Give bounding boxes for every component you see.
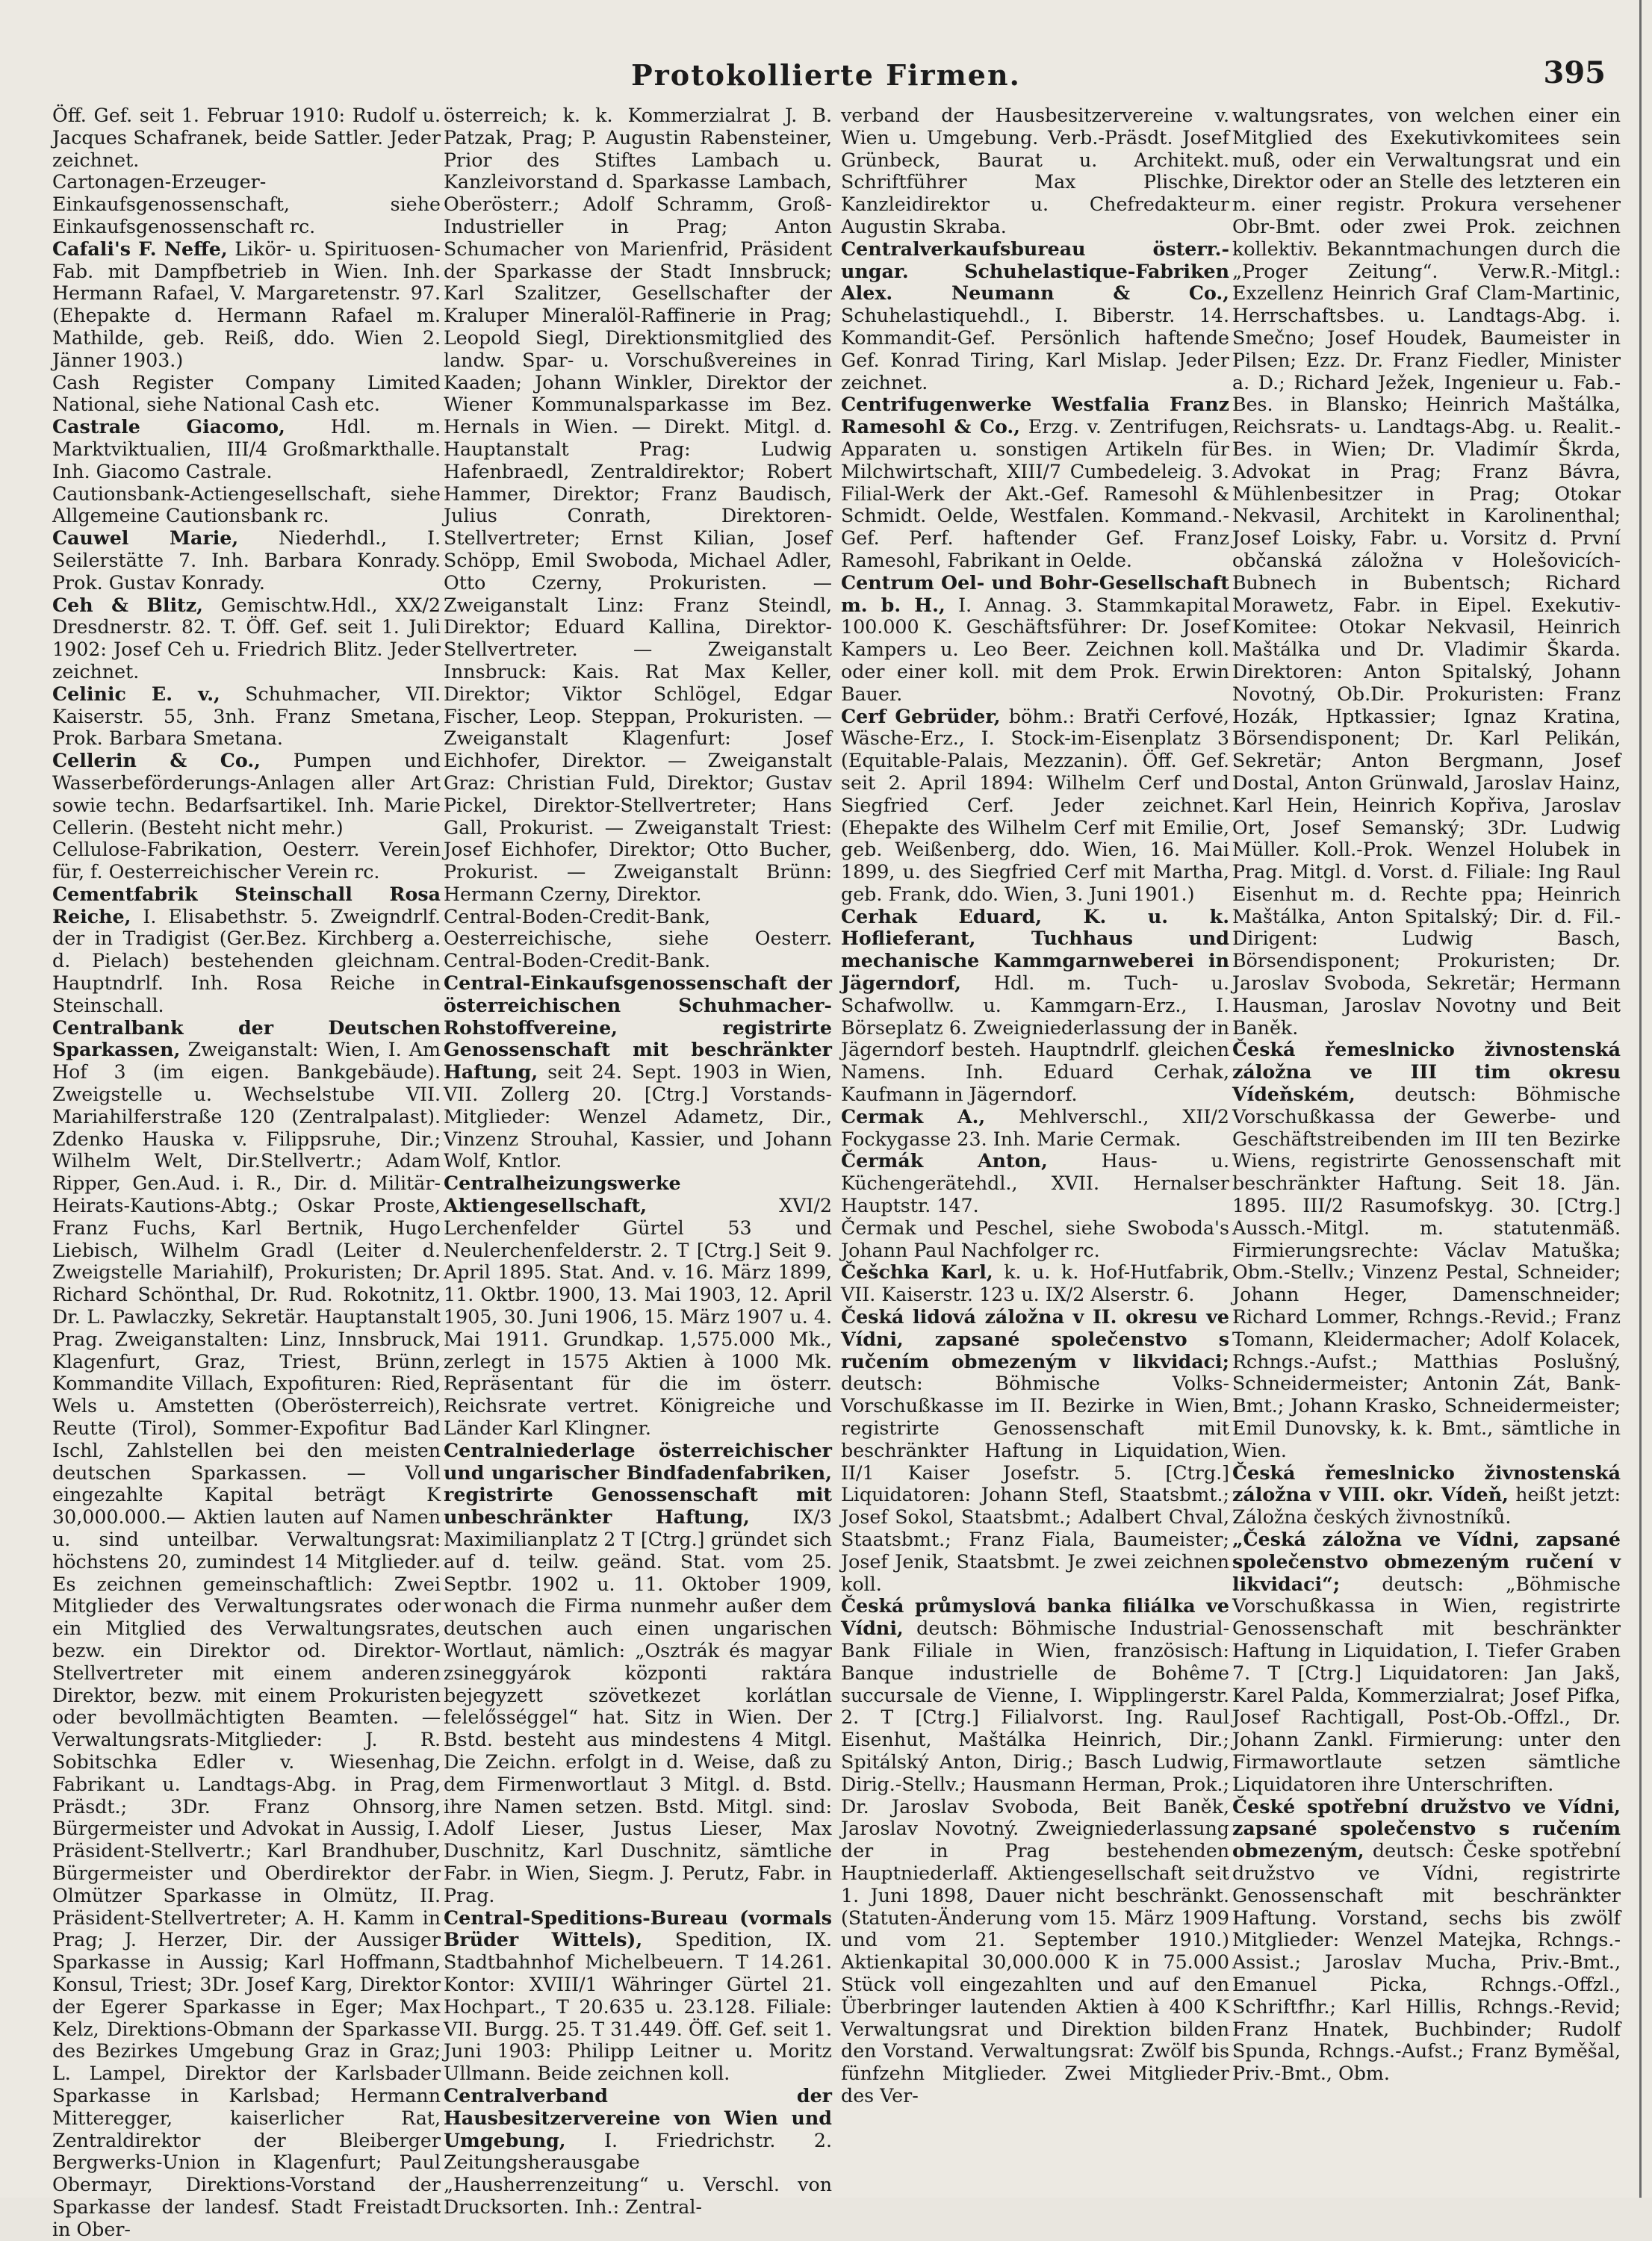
- directory-entry: [841, 906, 1229, 1106]
- entry-text: österreich; k. k. Kommerzialrat J. B. Patzak, Prag; P. Augustin Rabensteiner, Prior des Stiftes Lambach u. Kanzleivorstand d. Sparkasse Lambach, Oberösterr.; Adolf Schramm, Groß-Industrieller in Prag; Anton Schumacher von Marienfrid, Präsident der Sparkasse der Stadt Innsbruck; Karl Szalitzer, Gesellschafter der Kraluper Mineralöl-Raffinerie in Prag; Leopold Siegl, Direktionsmitglied des landw. Spar- u. Vorschußvereines in Kaaden; Johann Winkler, Direktor der Wiener Kommunalsparkasse im Bez. Hernals in Wien. — Direkt. Mitgl. d. Hauptanstalt Prag: Ludwig Hafenbraedl, Zentraldirektor; Robert Hammer, Direktor; Franz Baudisch, Julius Conrath, Direktoren-Stellvertreter; Ernst Kilian, Josef Schöpp, Emil Swoboda, Michael Adler, Otto Czerny, Prokuristen. — Zweiganstalt Linz: Franz Steindl, Direktor; Eduard Kallina, Direktor-Stellvertreter. — Zweiganstalt Innsbruck: Kais. Rat Max Keller, Direktor; Viktor Schlögel, Edgar Fischer, Leop. Steppan, Prokuristen. — Zweiganstalt Klagenfurt: Josef Eichhofer, Direktor. — Zweiganstalt Graz: Christian Fuld, Direktor; Gustav Pickel, Direktor-Stellvertreter; Hans Gall, Prokurist. — Zweiganstalt Triest: Josef Eichhofer, Direktor; Otto Bucher, Prokurist. — Zweiganstalt Brünn: Hermann Czerny, Direktor.: [444, 105, 832, 905]
- firm-name: Česká lidová záložna v II. okresu ve Vídni, zapsané společenstvo s ručením obmezeným v likvidaci;: [841, 1305, 1229, 1373]
- directory-entry: [52, 372, 441, 417]
- column-3: [841, 105, 1229, 2188]
- entry-text: Cartonagen-Erzeuger-Einkaufsgenossenschaft, siehe Einkaufsgenossenschaft rc.: [52, 171, 441, 237]
- directory-entry: [52, 238, 441, 372]
- firm-name: Češchka Karl,: [841, 1261, 993, 1284]
- firm-name: Čermák Anton,: [841, 1149, 1048, 1172]
- column-2: [444, 105, 832, 2218]
- directory-entry: [52, 594, 441, 683]
- entry-text: Cash Register Company Limited National, siehe National Cash etc.: [52, 371, 441, 416]
- firm-name: Castrale Giacomo,: [52, 415, 285, 438]
- entry-text: Pumpen und Wasserbeförderungs-Anlagen aller Art sowie techn. Bedarfsartikel. Inh. Marie Cellerin. (Besteht nicht mehr.): [52, 750, 441, 839]
- firm-name: Ceh & Blitz,: [52, 593, 203, 616]
- directory-entry: [841, 706, 1229, 906]
- firm-name: Cafali's F. Neffe,: [52, 237, 228, 260]
- firm-name: České spotřební družstvo ve Vídni, zapsané společenstvo s ručením obmezeným,: [1232, 1794, 1621, 1862]
- entry-text: deutsch: Česke spotřební družstvo ve Vídni, registrirte Genossenschaft mit beschränkter Haftung. Vorstand, sechs bis zwölf Mitglieder: Wenzel Matejka, Rchngs.-Assist.; Jaroslav Mucha, Priv.-Bmt., Emanuel Picka, Rchngs.-Offzl., Schriftfhr.; Karl Hillis, Rchngs.-Revid; Franz Hnatek, Buchbinder; Rudolf Spunda, Rchngs.-Aufst.; Franz Byměšal, Priv.-Bmt., Obm.: [1232, 1840, 1621, 2085]
- entry-text: Haus- u. Küchengerätehdl., XVII. Hernalser Hauptstr. 147.: [841, 1150, 1229, 1217]
- firm-name: Centrifugenwerke Westfalia Franz Ramesohl & Co.,: [841, 393, 1229, 438]
- entry-text: Öff. Gef. seit 1. Februar 1910: Rudolf u. Jacques Schafranek, beide Sattler. Jeder zeichnet.: [52, 105, 441, 171]
- firm-name: Central-Speditions-Bureau (vormals Brüder Wittels),: [444, 1906, 832, 1951]
- directory-entry: [52, 683, 441, 750]
- firm-name: Centralverkaufsbureau österr.-ungar. Schuhelastique-Fabriken Alex. Neumann & Co.,: [841, 237, 1229, 305]
- firm-name: Česká řemeslnicko živnostenská záložna ve III tim okresu Vídeňském,: [1232, 1038, 1621, 1106]
- entry-text: verband der Hausbesitzervereine v. Wien u. Umgebung. Verb.-Präsdt. Josef Grünbeck, Baurat u. Architekt. Schriftführer Max Plischke, Kanzleidirektor u. Chefredakteur Augustin Skraba.: [841, 105, 1229, 237]
- directory-entry: [52, 883, 441, 1017]
- entry-text: Zweiganstalt: Wien, I. Am Hof 3 (im eigen. Bankgebäude). Zweigstelle u. Wechselstube VII. Mariahilferstraße 120 (Zentralpalast). Zdenko Hauska v. Filippsruhe, Dir.; Wilhelm Welt, Dir.Stellvertr.; Adam Ripper, Gen.Aud. i. R., Dir. d. Militär-Heirats-Kautions-Abtg.; Oskar Proste, Franz Fuchs, Karl Bertnik, Hugo Liebisch, Wilhelm Gradl (Leiter d. Zweigstelle Mariahilf), Prokuristen; Dr. Richard Schönthal, Dr. Rud. Rokotnitz, Dr. L. Pawlaczky, Sekretär. Hauptanstalt Prag. Zweiganstalten: Linz, Innsbruck, Klagenfurt, Graz, Triest, Brünn, Kommandite Villach, Expofituren: Ried, Wels u. Amstetten (Oberösterreich), Reutte (Tirol), Sommer-Expofitur Bad Ischl, Zahlstellen bei den meisten deutschen Sparkassen. — Voll eingezahlte Kapital beträgt K 30,000.000.— Aktien lauten auf Namen u. sind unteilbar. Verwaltungsrat: höchstens 20, zumindest 14 Mitglieder. Es zeichnen gemeinschaftlich: Zwei Mitglieder des Verwaltungsrates oder ein Mitglied des Verwaltungsrates, bezw. ein Direktor od. Direktor-Stellvertreter mit einem anderen Direktor, bezw. mit einem Prokuristen oder bevollmächtigten Beamten. — Verwaltungsrats-Mitglieder: J. R. Sobitschka Edler v. Wiesenhag, Fabrikant u. Landtags-Abg. in Prag, Präsdt.; 3Dr. Franz Ohnsorg, Bürgermeister und Advokat in Aussig, I. Präsident-Stellvertr.; Karl Brandhuber, Bürgermeister und Oberdirektor der Olmützer Sparkasse in Olmütz, II. Präsident-Stellvertreter; A. H. Kamm in Prag; J. Herzer, Dir. der Aussiger Sparkasse in Aussig; Karl Hoffmann, Konsul, Triest; 3Dr. Josef Karg, Direktor der Egerer Sparkasse in Eger; Max Kelz, Direktions-Obmann der Sparkasse des Bezirkes Umgebung Graz in Graz; L. Lampel, Direktor der Karlsbader Sparkasse in Karlsbad; Hermann Mitteregger, kaiserlicher Rat, Zentraldirektor der Bleiberger Bergwerks-Union in Klagenfurt; Paul Obermayr, Direktions-Vorstand der Sparkasse der landesf. Stadt Freistadt in Ober-: [52, 1039, 441, 2240]
- directory-entry: [444, 906, 832, 972]
- directory-entry: [841, 1306, 1229, 1595]
- entry-text: Likör- u. Spirituosen-Fab. mit Dampfbetrieb in Wien. Inh. Hermann Rafael, V. Margaretenstr. 97. (Ehepakte d. Hermann Rafael m. Mathilde, geb. Reiß, ddo. Wien 2. Jänner 1903.): [52, 237, 441, 371]
- page-edge: [1639, 0, 1642, 2198]
- entry-text: Mehlverschl., XII/2 Fockygasse 23. Inh. Marie Cermak.: [841, 1105, 1229, 1150]
- column-1: [52, 105, 441, 2240]
- entry-text: Niederhdl., I. Seilerstätte 7. Inh. Barbara Konrady. Prok. Gustav Konrady.: [52, 527, 441, 594]
- directory-entry: [444, 1172, 832, 1440]
- directory-entry: [52, 1017, 441, 2241]
- page-number: 395: [1543, 55, 1606, 90]
- directory-entry: [1232, 1039, 1621, 1461]
- directory-entry: [52, 105, 441, 171]
- directory-entry: [52, 483, 441, 528]
- entry-text: XVI/2 Lerchenfelder Gürtel 53 und Neulerchenfelderstr. 2. T [Ctrg.] Seit 9. April 1895. Stat. And. v. 16. März 1899, 11. Oktbr. 1900, 13. Mai 1903, 12. April 1905, 30. Juni 1906, 15. März 1907 u. 4. Mai 1911. Grundkap. 1,575.000 Mk., zerlegt in 1575 Aktien à 1000 Mk. Repräsentant für die im österr. Reichsrate vertret. Königreiche und Länder Karl Klingner.: [444, 1195, 832, 1440]
- directory-entry: [52, 416, 441, 482]
- directory-entry: [1232, 1529, 1621, 1796]
- entry-text: Schuhmacher, VII. Kaiserstr. 55, 3nh. Franz Smetana, Prok. Barbara Smetana.: [52, 683, 441, 750]
- entry-text: I. Elisabethstr. 5. Zweigndrlf. der in Tradigist (Ger.Bez. Kirchberg a. d. Pielach) bestehenden gleichnam. Hauptndrlf. Inh. Rosa Reiche in Steinschall.: [52, 905, 441, 1016]
- firm-name: Centralbank der Deutschen Sparkassen,: [52, 1016, 441, 1061]
- firm-name: Centralverband der Hausbesitzervereine von Wien und Umgebung,: [444, 2083, 832, 2151]
- entry-text: Cellulose-Fabrikation, Oesterr. Verein für, f. Oesterreichischer Verein rc.: [52, 839, 441, 883]
- entry-text: Schuhelastiquehdl., I. Biberstr. 14. Kommandit-Gef. Persönlich haftende Gef. Konrad Tiring, Karl Mislap. Jeder zeichnet.: [841, 305, 1229, 394]
- page-header: [0, 52, 1652, 105]
- entry-text: waltungsrates, von welchen einer ein Mitglied des Exekutivkomitees sein muß, oder ein Verwaltungsrat und ein Direktor oder an Stelle des letzteren ein m. einer registr. Prokura versehener Obr-Bmt. oder zwei Prok. zeichnen kollektiv. Bekanntmachungen durch die „Proger Zeitung“. Verw.R.-Mitgl.: Exzellenz Heinrich Graf Clam-Martinic, Herrschaftsbes. u. Landtags-Abg. i. Smečno; Josef Houdek, Baumeister in Pilsen; Ezz. Dr. Franz Fiedler, Minister a. D.; Richard Ježek, Ingenieur u. Fab.-Bes. in Blansko; Heinrich Maštálka, Reichsrats- u. Landtags-Abg. u. Realit.-Bes. in Wien; Dr. Vladimír Škrda, Advokat in Prag; Franz Bávra, Mühlenbesitzer in Prag; Otokar Nekvasil, Architekt in Karolinenthal; Josef Loisky, Fabr. u. Vorsitz d. První občanská záložna v Holešovicích-Bubnech in Bubentsch; Richard Morawetz, Fabr. in Eipel. Exekutiv-Komitee: Otokar Nekvasil, Heinrich Maštálka und Dr. Vladimir Škarda. Direktoren: Anton Spitalský, Johann Novotný, Ob.Dir. Prokuristen: Franz Hozák, Hptkassier; Ignaz Kratina, Börsendisponent; Dr. Karl Pelikán, Sekretär; Anton Bergmann, Josef Dostal, Anton Grünwald, Jaroslav Hainz, Karl Hein, Heinrich Kopřiva, Jaroslav Ort, Josef Semanský; 3Dr. Ludwig Müller. Koll.-Prok. Wenzel Holubek in Prag. Mitgl. d. Vorst. d. Filiale: Ing Raul Eisenhut m. d. Rechte ppa; Heinrich Maštálka, Anton Spitalský; Dir. d. Fil.-Dirigent: Ludwig Basch, Börsendisponent; Prokuristen; Dr. Jaroslav Svoboda, Sekretär; Hermann Hausman, Jaroslav Novotny und Beit Baněk.: [1232, 105, 1621, 1039]
- entry-text: Čermak und Peschel, siehe Swoboda's Johann Paul Nachfolger rc.: [841, 1216, 1229, 1261]
- directory-entry: [52, 527, 441, 594]
- firm-name: Cellerin & Co.,: [52, 749, 261, 772]
- running-title: Protokollierte Firmen.: [631, 58, 1021, 92]
- entry-text: deutsch: Böhmische Industrial-Bank Filiale in Wien, französisch: Banque industrielle de Bohême succursale de Vienne, I. Wipplingerstr. 2. T [Ctrg.] Filialvorst. Ing. Raul Eisenhut, Maštálka Heinrich, Dir.; Spitálský Anton, Dirig.; Basch Ludwig, Dirig.-Stellv.; Hausmann Herman, Prok.; Dr. Jaroslav Svoboda, Beit Baněk, Jaroslav Novotný. Zweigniederlassung der in Prag bestehenden Hauptniederlaff. Aktiengesellschaft seit 1. Juni 1898, Dauer nicht beschränkt. (Statuten-Änderung vom 15. März 1909 und vom 21. September 1910.) Aktienkapital 30,000.000 K in 75.000 Stück voll eingezahlten und auf den Überbringer lautenden Aktien à 400 K Verwaltungsrat und Direktion bilden den Vorstand. Verwaltungsrat: Zwölf bis fünfzehn Mitglieder. Zwei Mitglieder des Ver-: [841, 1617, 1229, 2107]
- entry-text: IX/3 Maximilianplatz 2 T [Ctrg.] gründet sich auf d. teilw. geänd. Stat. vom 25. Septbr. 1902 u. 11. Oktober 1909, wonach die Firma nunmehr außer dem deutschen auch einen ungarischen Wortlaut, nämlich: „Osztrák és magyar zsineggyárok központi raktára bejegyzett szövetkezet korlátlan felelősséggel“ hat. Sitz in Wien. Der Bstd. besteht aus mindestens 4 Mitgl. Die Zeichn. erfolgt in d. Weise, daß zu dem Firmenwortlaut 3 Mitgl. d. Bstd. ihre Namen setzen. Bstd. Mitgl. sind: Adolf Lieser, Justus Lieser, Max Duschnitz, Karl Duschnitz, sämtliche Fabr. in Wien, Siegm. J. Perutz, Fabr. in Prag.: [444, 1506, 832, 1906]
- firm-name: Central-Einkaufsgenossenschaft der österreichischen Schuhmacher-Rohstoffvereine, registrirte Genossenschaft mit beschränkter Haftung,: [444, 972, 832, 1084]
- firm-name: Cauwel Marie,: [52, 526, 239, 550]
- entry-text: seit 24. Sept. 1903 in Wien, VII. Zollerg 20. [Ctrg.] Vorstands-Mitglieder: Wenzel Adametz, Dir., Vinzenz Strouhal, Kassier, und Johann Wolf, Kntlor.: [444, 1061, 832, 1172]
- firm-name: Centralheizungswerke Aktiengesellschaft,: [444, 1172, 681, 1217]
- directory-entry: [1232, 1462, 1621, 1529]
- firm-name: Česká řemeslnicko živnostenská záložna v VIII. okr. Vídeň,: [1232, 1461, 1621, 1506]
- entry-text: deutsch: Böhmische Volks-Vorschußkasse im II. Bezirke in Wien, registrirte Genossenschaft mit beschränkter Haftung in Liquidation, II/1 Kaiser Josefstr. 5. [Ctrg.] Liquidatoren: Johann Stefl, Staatsbmt.; Josef Sokol, Staatsbmt.; Adalbert Chval, Staatsbmt.; Franz Fiala, Baumeister; Josef Jenik, Staatsbmt. Je zwei zeichnen koll.: [841, 1373, 1229, 1595]
- entry-text: Cautionsbank-Actiengesellschaft, siehe Allgemeine Cautionsbank rc.: [52, 482, 441, 527]
- entry-text: Hdl. m. Tuch- u. Schafwollw. u. Kammgarn-Erz., I. Börseplatz 6. Zweigniederlassung der in Jägerndorf besteh. Hauptndrlf. gleichen Namens. Inh. Eduard Cerhak, Kaufmann in Jägerndorf.: [841, 972, 1229, 1106]
- directory-entry: [52, 171, 441, 237]
- firm-name: Cermak A.,: [841, 1104, 986, 1128]
- directory-entry: [1232, 105, 1621, 1039]
- directory-entry: [841, 105, 1229, 238]
- entry-text: Gemischtw.Hdl., XX/2 Dresdnerstr. 82. T. Öff. Gef. seit 1. Juli 1902: Josef Ceh u. Friedrich Blitz. Jeder zeichnet.: [52, 594, 441, 683]
- directory-entry: [444, 105, 832, 906]
- entry-text: Erzg. v. Zentrifugen, Apparaten u. sonstigen Artikeln für Milchwirtschaft, XIII/7 Cumbedeleig. 3. Filial-Werk der Akt.-Gef. Ramesohl & Schmidt. Oelde, Westfalen. Kommand.-Gef. Perf. haftender Gef. Franz Ramesohl, Fabrikant in Oelde.: [841, 416, 1229, 571]
- directory-entry: [841, 1217, 1229, 1262]
- entry-text: I. Friedrichstr. 2. Zeitungsherausgabe „Hausherrenzeitung“ u. Verschl. von Drucksorten. Inh.: Zentral-: [444, 2129, 832, 2218]
- directory-entry: [444, 2085, 832, 2219]
- firm-name: „Česká záložna ve Vídni, zapsané společenstvo obmezeným ručení v likvidaci“;: [1232, 1528, 1621, 1595]
- directory-entry: [52, 839, 441, 883]
- entry-text: Spedition, IX. Stadtbahnhof Michelbeuern. T 14.261. Kontor: XVIII/1 Währinger Gürtel 21. Hochpart., T 20.635 u. 23.128. Filiale: VII. Burgg. 25. T 31.449. Öff. Gef. seit 1. Juni 1903: Philipp Leitner u. Moritz Ullmann. Beide zeichnen koll.: [444, 1929, 832, 2085]
- directory-entry: [841, 1150, 1229, 1216]
- directory-entry: [444, 972, 832, 1172]
- firm-name: Celinic E. v.,: [52, 682, 220, 705]
- column-4: [1232, 105, 1621, 2188]
- entry-text: böhm.: Bratři Cerfové, Wäsche-Erz., I. Stock-im-Eisenplatz 3 (Equitable-Palais, Mezzanin). Öff. Gef. seit 2. April 1894: Wilhelm Cerf und Siegfried Cerf. Jeder zeichnet. (Ehepakte des Wilhelm Cerf mit Emilie, geb. Weißenberg, ddo. Wien, 16. Mai 1899, u. des Siegfried Cerf mit Martha, geb. Frank, ddo. Wien, 3. Juni 1901.): [841, 705, 1229, 905]
- entry-text: k. u. k. Hof-Hutfabrik, VII. Kaiserstr. 123 u. IX/2 Alserstr. 6.: [841, 1261, 1229, 1306]
- entry-text: Hdl. m. Marktviktualien, III/4 Großmarkthalle. Inh. Giacomo Castrale.: [52, 416, 441, 482]
- firm-name: Cerhak Eduard, K. u. k. Hoflieferant, Tuchhaus und mechanische Kammgarnweberei in Jägerndorf,: [841, 904, 1229, 995]
- directory-entry: [841, 1261, 1229, 1306]
- directory-entry: [841, 394, 1229, 571]
- directory-entry: [841, 1106, 1229, 1151]
- directory-entry: [841, 1595, 1229, 2107]
- directory-entry: [841, 572, 1229, 706]
- directory-entry: [1232, 1796, 1621, 2085]
- firm-name: Cerf Gebrüder,: [841, 704, 1001, 727]
- directory-entry: [444, 1907, 832, 2085]
- firm-name: Centralniederlage österreichischer und ungarischer Bindfadenfabriken, registrirte Genossenschaft mit unbeschränkter Haftung,: [444, 1438, 832, 1529]
- firm-name: Centrum Oel- und Bohr-Gesellschaft m. b. H.,: [841, 571, 1229, 616]
- entry-text: Central-Boden-Credit-Bank, Oesterreichische, siehe Oesterr. Central-Boden-Credit-Bank.: [444, 905, 832, 972]
- entry-text: deutsch: Böhmische Vorschußkassa der Gewerbe- und Geschäftstreibenden im III ten Bezirke Wiens, registrirte Genossenschaft mit beschränkter Haftung. Seit 18. Jän. 1895. III/2 Rasumofskyg. 30. [Ctrg.] Aussch.-Mitgl. m. statutenmäß. Firmierungsrechte: Václav Matuška; Obm.-Stellv.; Vinzenz Pestal, Schneider; Johann Heger, Damenschneider; Richard Lommer, Rchngs.-Revid.; Franz Tomann, Kleidermacher; Adolf Kolacek, Rchngs.-Aufst.; Matthias Poslušný, Schneidermeister; Antonin Zát, Bank-Bmt.; Johann Krasko, Schneidermeister; Emil Dunovsky, k. k. Bmt., sämtliche in Wien.: [1232, 1084, 1621, 1461]
- firm-name: Cementfabrik Steinschall Rosa Reiche,: [52, 882, 441, 927]
- directory-entry: [841, 238, 1229, 394]
- entry-text: deutsch: „Böhmische Vorschußkassa in Wien, registrirte Genossenschaft mit beschränkter Haftung in Liquidation, I. Tiefer Graben 7. T [Ctrg.] Liquidatoren: Jan Jakš, Karel Palda, Kommerzialrat; Josef Pifka, Josef Rachtigall, Post-Ob.-Offzl., Dr. Johann Zankl. Firmierung: unter den Firmawortlaute setzen sämtliche Liquidatoren ihre Unterschriften.: [1232, 1573, 1621, 1795]
- directory-entry: [52, 750, 441, 839]
- entry-text: heißt jetzt: Záložna českých živnostníků.: [1232, 1484, 1621, 1529]
- firm-name: Česká průmyslová banka filiálka ve Vídni,: [841, 1594, 1229, 1640]
- directory-entry: [444, 1440, 832, 1907]
- entry-text: I. Annag. 3. Stammkapital 100.000 K. Geschäftsführer: Dr. Josef Kampers u. Leo Beer. Zeichnen koll. oder einer koll. mit dem Prok. Erwin Bauer.: [841, 594, 1229, 705]
